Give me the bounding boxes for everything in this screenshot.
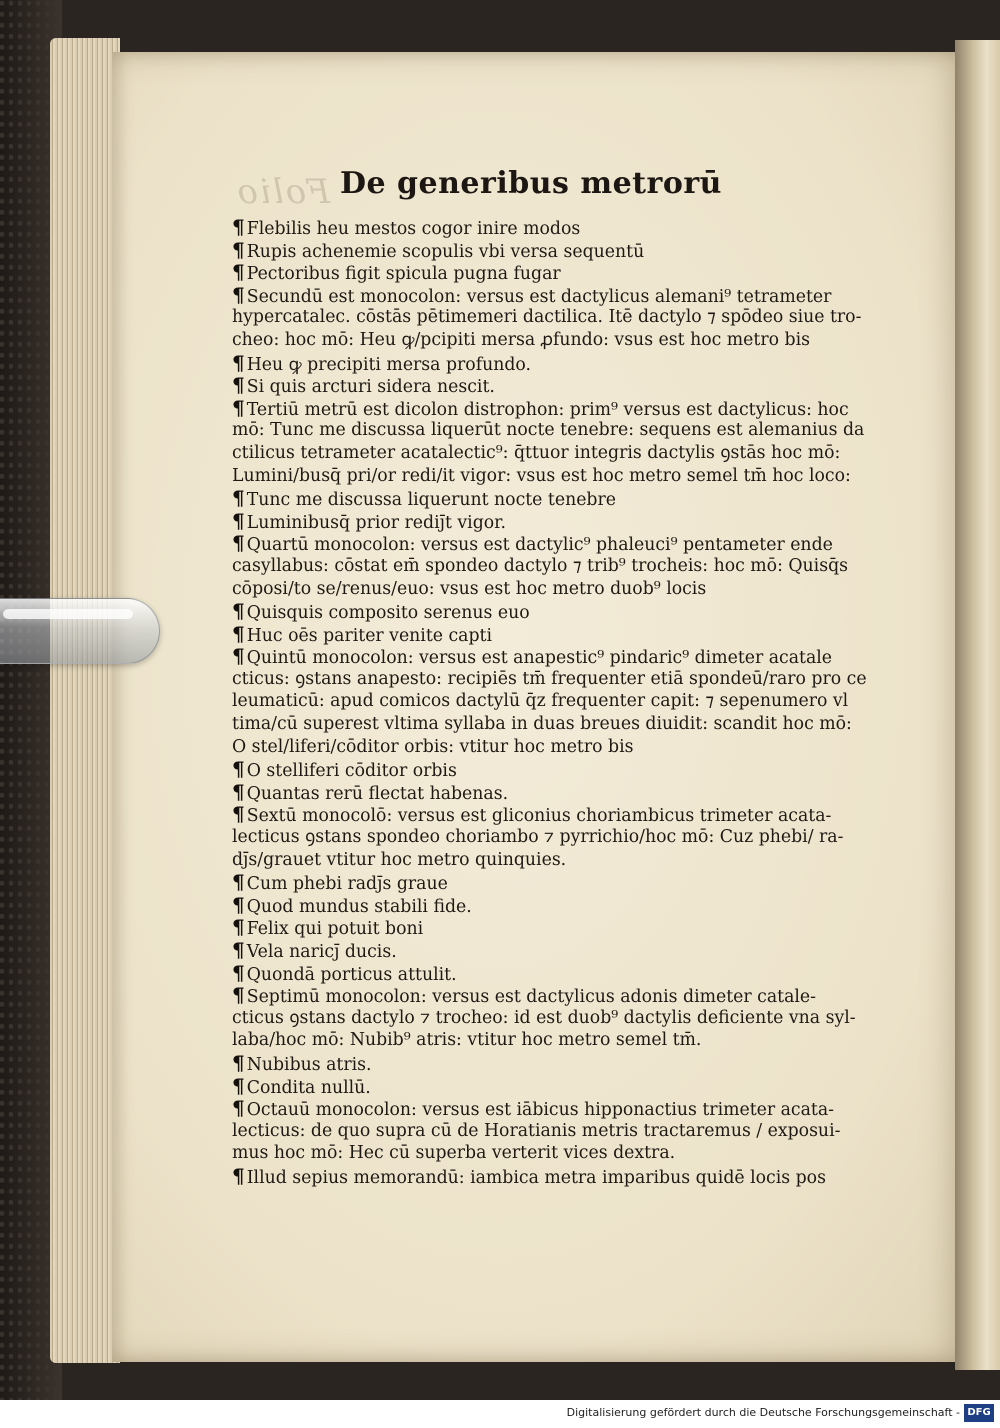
pilcrow-icon: ¶ bbox=[232, 892, 245, 917]
pilcrow-icon: ¶ bbox=[232, 1163, 245, 1188]
text-line-content: Condita nullū. bbox=[246, 1077, 371, 1098]
text-line bbox=[232, 1120, 908, 1143]
text-line-content: O stelliferi cōditor orbis bbox=[246, 761, 457, 782]
text-line-content: Quod mundus stabili fide. bbox=[246, 896, 472, 917]
pilcrow-icon: ¶ bbox=[232, 599, 245, 624]
text-line-content: cōposi/to se/renus/euo: vsus est hoc metro duob⁹ locis bbox=[232, 578, 707, 599]
text-line-content: Quantas rerū flectat habenas. bbox=[246, 783, 509, 804]
text-line-content: laba/hoc mō: Nubib⁹ atris: vtitur hoc metro semel tm̄. bbox=[232, 1030, 702, 1051]
page-clip bbox=[0, 598, 160, 664]
text-line-content: dȷ̄s/grauet vtitur hoc metro quinquies. bbox=[232, 849, 567, 870]
text-line bbox=[232, 826, 908, 849]
text-line-content: Heu ꝙ precipiti mersa profundo. bbox=[246, 354, 532, 375]
text-line bbox=[232, 849, 908, 872]
text-line-content: Octauū monocolon: versus est iābicus hipponactius trimeter acata- bbox=[246, 1100, 835, 1121]
text-line-content: casyllabus: cōstat em̄ spondeo dactylo ⁊ trib⁹ trocheis: hoc mō: Quisq̄s bbox=[232, 555, 849, 576]
text-line bbox=[232, 397, 908, 420]
text-line bbox=[232, 1075, 908, 1098]
pilcrow-icon: ¶ bbox=[232, 508, 245, 533]
text-line bbox=[232, 510, 908, 533]
text-line bbox=[232, 284, 908, 307]
text-line-content: lecticus: de quo supra cū de Horatianis metris tractaremus / exposui- bbox=[232, 1120, 841, 1141]
pilcrow-icon: ¶ bbox=[232, 350, 245, 375]
text-line-content: hypercatalec. cōstās pētimemeri dactilica. Itē dactylo ⁊ spōdeo siue tro- bbox=[232, 307, 862, 328]
text-line-content: cheo: hoc mō: Heu ꝙ/pcipiti mersa ꝓfundo: vsus est hoc metro bis bbox=[232, 329, 810, 350]
dfg-logo: DFG bbox=[964, 1404, 994, 1422]
text-line bbox=[232, 578, 908, 601]
text-line-content: Vela naricȷ̄ ducis. bbox=[246, 942, 397, 962]
text-line bbox=[232, 690, 908, 713]
text-line bbox=[232, 1165, 908, 1188]
text-line-content: Luminibusq̄ prior rediȷ̄t vigor. bbox=[246, 512, 507, 533]
running-title: De generibus metrorū bbox=[340, 166, 722, 201]
text-line-content: mō: Tunc me discussa liquerūt nocte tenebre: sequens est alemanius da bbox=[232, 420, 865, 441]
text-line bbox=[232, 781, 908, 804]
pilcrow-icon: ¶ bbox=[232, 1050, 245, 1075]
pilcrow-icon: ¶ bbox=[232, 486, 245, 511]
text-line-content: Lumini/busq̄ pri/or redi/it vigor: vsus est hoc metro semel tm̄ hoc loco: bbox=[232, 465, 851, 486]
text-line-content: Pectoribus figit spicula pugna fugar bbox=[246, 264, 561, 285]
text-line-content: cticus: ꝯstans anapesto: recipiēs tm̄ frequenter etiā spondeū/raro pro ce bbox=[232, 668, 867, 689]
text-line bbox=[232, 216, 908, 239]
text-line-content: Nubibus atris. bbox=[246, 1054, 372, 1075]
footer-bar bbox=[0, 1400, 1000, 1428]
text-line bbox=[232, 1052, 908, 1075]
text-line-content: Rupis achenemie scopulis vbi versa sequentū bbox=[246, 241, 645, 262]
text-line bbox=[232, 374, 908, 397]
text-line bbox=[232, 329, 908, 352]
text-line bbox=[232, 871, 908, 894]
pilcrow-icon: ¶ bbox=[232, 260, 245, 285]
pilcrow-icon: ¶ bbox=[232, 983, 245, 1008]
page-edges bbox=[50, 38, 120, 1363]
text-line bbox=[232, 984, 908, 1007]
funding-credit: Digitalisierung gefördert durch die Deutsche Forschungsgemeinschaft - bbox=[566, 1406, 960, 1419]
text-line-content: Sextū monocolō: versus est gliconius choriambicus trimeter acata- bbox=[246, 806, 832, 827]
text-line bbox=[232, 713, 908, 736]
text-line bbox=[232, 758, 908, 781]
pilcrow-icon: ¶ bbox=[232, 938, 245, 962]
text-line bbox=[232, 623, 908, 646]
text-line bbox=[232, 1142, 908, 1165]
pilcrow-icon: ¶ bbox=[232, 915, 245, 940]
text-line-content: Quintū monocolon: versus est anapestic⁹ pindaric⁹ dimeter acatale bbox=[246, 648, 833, 669]
text-line-content: Illud sepius memorandū: iambica metra imparibus quidē locis pos bbox=[246, 1167, 826, 1188]
text-line-content: Quondā porticus attulit. bbox=[246, 964, 457, 985]
pilcrow-icon: ¶ bbox=[232, 802, 245, 827]
text-line bbox=[232, 442, 908, 465]
text-line bbox=[232, 261, 908, 284]
text-line bbox=[232, 532, 908, 555]
text-line bbox=[232, 306, 908, 329]
text-line-content: O stel/liferi/cōditor orbis: vtitur hoc metro bis bbox=[232, 736, 634, 757]
pilcrow-icon: ¶ bbox=[232, 373, 245, 398]
pilcrow-icon: ¶ bbox=[232, 960, 245, 985]
bleed-through-text: Folio bbox=[235, 172, 330, 212]
text-line-content: Quisquis composito serenus euo bbox=[246, 603, 530, 624]
text-line-content: Secundū est monocolon: versus est dactylicus alemani⁹ tetrameter bbox=[246, 286, 832, 307]
pilcrow-icon: ¶ bbox=[232, 237, 245, 262]
pilcrow-icon: ¶ bbox=[232, 870, 245, 895]
text-line bbox=[232, 1097, 908, 1120]
pilcrow-icon: ¶ bbox=[232, 1073, 245, 1098]
text-line-content: ctilicus tetrameter acatalectic⁹: q̄ttuor integris dactylis ꝯstās hoc mō: bbox=[232, 442, 841, 463]
text-line-content: Huc oēs pariter venite capti bbox=[246, 625, 493, 646]
text-line bbox=[232, 894, 908, 917]
text-line bbox=[232, 600, 908, 623]
text-line-content: tima/cū superest vltima syllaba in duas breues diuidit: scandit hoc mō: bbox=[232, 714, 852, 735]
text-line bbox=[232, 645, 908, 668]
text-line-content: Flebilis heu mestos cogor inire modos bbox=[246, 219, 581, 239]
pilcrow-icon: ¶ bbox=[232, 215, 245, 239]
facing-page-edge bbox=[955, 40, 1000, 1370]
text-line-content: Cum phebi radȷ̄s graue bbox=[246, 874, 448, 895]
text-line bbox=[232, 465, 908, 488]
text-line bbox=[232, 352, 908, 375]
pilcrow-icon: ¶ bbox=[232, 644, 245, 669]
pilcrow-icon: ¶ bbox=[232, 282, 245, 307]
pilcrow-icon: ¶ bbox=[232, 395, 245, 420]
text-line bbox=[232, 939, 908, 962]
text-line-content: lecticus ꝯstans spondeo choriambo ⁊ pyrrichio/hoc mō: Cuz phebi/ ra- bbox=[232, 827, 844, 848]
pilcrow-icon: ¶ bbox=[232, 779, 245, 804]
text-line bbox=[232, 555, 908, 578]
text-line-content: Quartū monocolon: versus est dactylic⁹ phaleuci⁹ pentameter ende bbox=[246, 535, 833, 556]
text-line-content: cticus ꝯstans dactylo ⁊ trocheo: id est duob⁹ dactylis deficiente vna syl- bbox=[232, 1007, 856, 1028]
text-line bbox=[232, 736, 908, 759]
pilcrow-icon: ¶ bbox=[232, 531, 245, 556]
pilcrow-icon: ¶ bbox=[232, 1096, 245, 1121]
text-line-content: Tunc me discussa liquerunt nocte tenebre bbox=[246, 490, 616, 511]
text-line bbox=[232, 239, 908, 262]
text-line-content: leumaticū: apud comicos dactylū q̄z frequenter capit: ⁊ sepenumero vl bbox=[232, 691, 849, 712]
text-line bbox=[232, 1029, 908, 1052]
pilcrow-icon: ¶ bbox=[232, 621, 245, 646]
text-line bbox=[232, 962, 908, 985]
text-line bbox=[232, 668, 908, 691]
text-line-content: Felix qui potuit boni bbox=[246, 919, 424, 940]
text-line bbox=[232, 916, 908, 939]
pilcrow-icon: ¶ bbox=[232, 757, 245, 782]
text-line bbox=[232, 419, 908, 442]
text-line-content: mus hoc mō: Hec cū superba verterit vices dextra. bbox=[232, 1143, 676, 1164]
text-line-content: Septimū monocolon: versus est dactylicus adonis dimeter catale- bbox=[246, 987, 816, 1008]
text-line bbox=[232, 803, 908, 826]
text-block bbox=[232, 216, 908, 1188]
text-line-content: Si quis arcturi sidera nescit. bbox=[246, 377, 495, 398]
text-line bbox=[232, 487, 908, 510]
text-line-content: Tertiū metrū est dicolon distrophon: prim⁹ versus est dactylicus: hoc bbox=[246, 399, 849, 420]
text-line bbox=[232, 1007, 908, 1030]
